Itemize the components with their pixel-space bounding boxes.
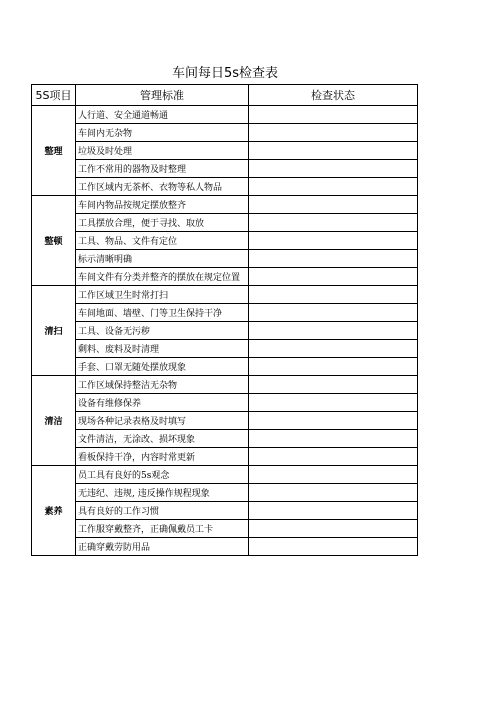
status-cell[interactable] [249, 502, 418, 520]
status-cell[interactable] [249, 286, 418, 304]
table-row [32, 322, 418, 340]
standard-cell: 车间内物品按规定摆放整齐 [76, 196, 249, 214]
standard-cell: 员工具有良好的5s观念 [76, 466, 249, 484]
status-cell[interactable] [249, 340, 418, 358]
table-row [32, 286, 418, 304]
category-cell: 清洁 [32, 376, 76, 466]
header-5s-item: 5S项目 [32, 85, 76, 106]
category-cell: 整理 [32, 106, 76, 196]
category-cell: 清扫 [32, 286, 76, 376]
table-row [32, 520, 418, 538]
table-row [32, 178, 418, 196]
standard-cell: 正确穿戴劳防用品 [76, 538, 249, 556]
table-row [32, 394, 418, 412]
table-row [32, 340, 418, 358]
standard-cell: 设备有维修保养 [76, 394, 249, 412]
table-row [32, 484, 418, 502]
checklist-table [31, 84, 418, 556]
standard-cell: 车间地面、墙壁、门等卫生保持干净 [76, 304, 249, 322]
status-cell[interactable] [249, 358, 418, 376]
status-cell[interactable] [249, 412, 418, 430]
header-row [32, 85, 418, 106]
standard-cell: 车间内无杂物 [76, 124, 249, 142]
table-row [32, 502, 418, 520]
table-row [32, 106, 418, 124]
standard-cell: 工具、设备无污秽 [76, 322, 249, 340]
status-cell[interactable] [249, 268, 418, 286]
table-row [32, 448, 418, 466]
table-row [32, 160, 418, 178]
status-cell[interactable] [249, 394, 418, 412]
standard-cell: 剩料、废料及时清理 [76, 340, 249, 358]
table-row [32, 196, 418, 214]
status-cell[interactable] [249, 520, 418, 538]
status-cell[interactable] [249, 430, 418, 448]
table-row [32, 250, 418, 268]
table-row [32, 232, 418, 250]
table-row [32, 358, 418, 376]
table-row [32, 430, 418, 448]
header-standard: 管理标准 [76, 85, 249, 106]
standard-cell: 具有良好的工作习惯 [76, 502, 249, 520]
table-row [32, 412, 418, 430]
header-status: 检查状态 [249, 85, 418, 106]
status-cell[interactable] [249, 178, 418, 196]
status-cell[interactable] [249, 142, 418, 160]
table-row [32, 268, 418, 286]
table-row [32, 142, 418, 160]
table-row [32, 376, 418, 394]
standard-cell: 无违纪、违规, 违反操作规程现象 [76, 484, 249, 502]
table-row [32, 214, 418, 232]
standard-cell: 手套、口罩无随处摆放现象 [76, 358, 249, 376]
category-cell: 整顿 [32, 196, 76, 286]
status-cell[interactable] [249, 250, 418, 268]
sheet-title: 车间每日5s检查表 [171, 66, 279, 81]
table-row [32, 538, 418, 556]
status-cell[interactable] [249, 376, 418, 394]
checklist-body [32, 106, 418, 556]
status-cell[interactable] [249, 196, 418, 214]
status-cell[interactable] [249, 322, 418, 340]
standard-cell: 标示清晰明确 [76, 250, 249, 268]
standard-cell: 垃圾及时处理 [76, 142, 249, 160]
standard-cell: 工具摆放合理，便于寻找、取放 [76, 214, 249, 232]
standard-cell: 工作不常用的器物及时整理 [76, 160, 249, 178]
standard-cell: 工具、物品、文件有定位 [76, 232, 249, 250]
status-cell[interactable] [249, 124, 418, 142]
status-cell[interactable] [249, 484, 418, 502]
standard-cell: 工作服穿戴整齐，正确佩戴员工卡 [76, 520, 249, 538]
status-cell[interactable] [249, 304, 418, 322]
category-cell: 素养 [32, 466, 76, 556]
status-cell[interactable] [249, 214, 418, 232]
table-row [32, 466, 418, 484]
standard-cell: 文件清洁，无涂改、损坏现象 [76, 430, 249, 448]
table-row [32, 304, 418, 322]
standard-cell: 工作区域保持整洁无杂物 [76, 376, 249, 394]
standard-cell: 工作区域卫生时常打扫 [76, 286, 249, 304]
status-cell[interactable] [249, 106, 418, 124]
status-cell[interactable] [249, 538, 418, 556]
standard-cell: 人行道、安全通道畅通 [76, 106, 249, 124]
table-row [32, 124, 418, 142]
standard-cell: 工作区域内无茶杯、衣物等私人物品 [76, 178, 249, 196]
standard-cell: 现场各种记录表格及时填写 [76, 412, 249, 430]
status-cell[interactable] [249, 232, 418, 250]
status-cell[interactable] [249, 466, 418, 484]
standard-cell: 看板保持干净，内容时常更新 [76, 448, 249, 466]
standard-cell: 车间文件有分类并整齐的摆放在规定位置 [76, 268, 249, 286]
status-cell[interactable] [249, 160, 418, 178]
status-cell[interactable] [249, 448, 418, 466]
